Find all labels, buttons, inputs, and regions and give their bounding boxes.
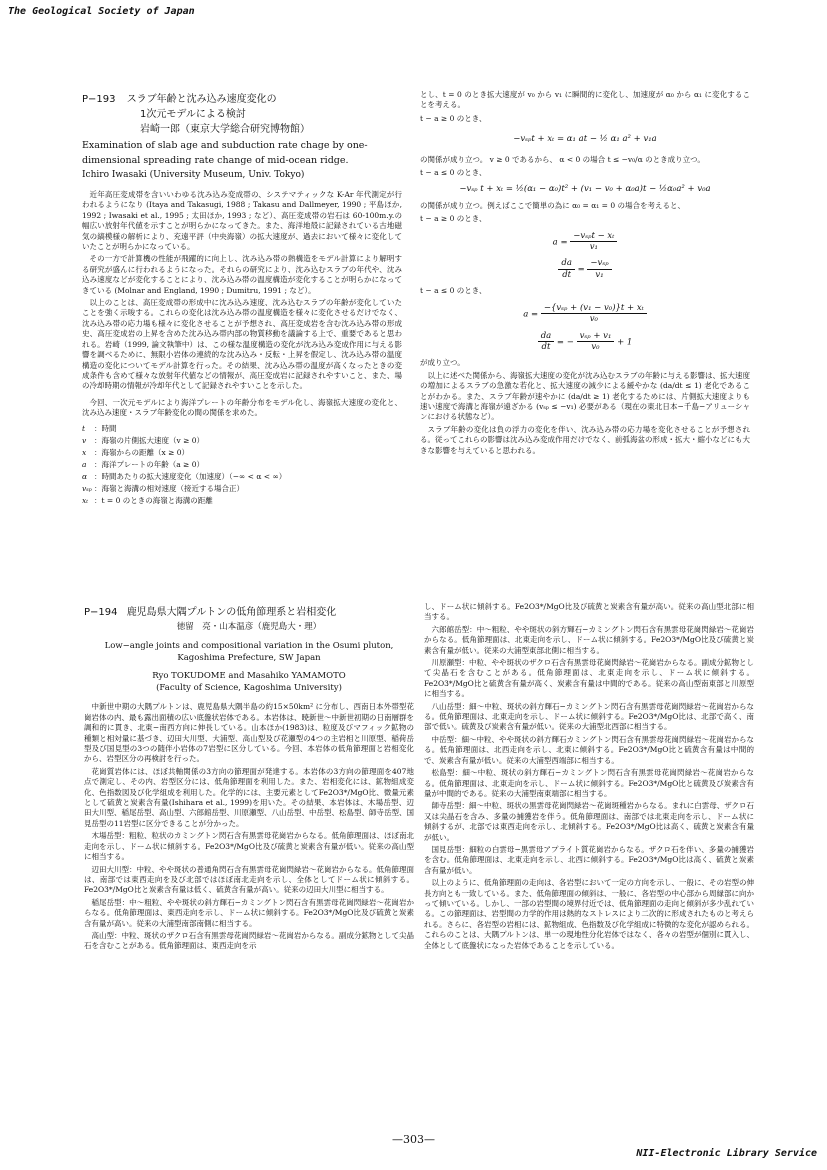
p193-eq-note: の関係が成り立つ。 v ≥ 0 であるから、 α < 0 の場合 t ≤ −v₀/α のとき成り立つ。 [420, 154, 705, 164]
variable-item: xₜ ：t = 0 のときの海嶺と海溝の距離 [82, 495, 213, 505]
p194-paragraph: 辺田大川型：中粒、やや斑状の普通角閃石含有黒雲母花崗閃緑岩〜花崗岩からなる。低角節理面は、南部では東西走向を及び北部ではほぼ南北走向を示し、全体としてドーム状に傾斜する。Fe2O3*/MgO比と炭素含有量は低く、硫黄含有量が高い。従来の辺田大川型に相当する。 [84, 864, 414, 895]
p194-title-jp: 鹿児島県大隅プルトンの低角節理系と岩相変化 [126, 607, 337, 618]
variable-item: α ：時間あたりの拡大速度変化（加速度）（−∞ < α < ∞） [82, 471, 287, 481]
p194-right-column [424, 602, 754, 953]
p193-paragraph: 今回、一次元モデルにより海洋プレートの年齢分布をモデル化し、海嶺拡大速度の変化と、沈み込み速度・スラブ年齢変化の間の関係を求めた。 [82, 397, 402, 418]
p193-right-column [420, 90, 750, 458]
p193-paragraph: 近年高圧変成帯を含いいわゆる沈み込み変成帯の、システマティックな K-Ar 年代測定が行われるようになり (Itaya and Takasugi, 1988 ; Takasu and Dallmeyer, 1990 ; 平島ほか, 1992 ; Iwasaki et al., 1995 ; 太田ほか, 1993 ; など）、高圧変成帯の岩石は 60-100m.y.の幅広い放射年代値を示すことが明らかになってきた。また、海洋地殻に記録されている古地磁気の縞模様の解析により、充遠平評（中央海嶺）の拡大速度が、過去において様々に変化していたことが明らかになっている。 [82, 190, 402, 252]
variable-item: x ：海嶺からの距離（x ≥ 0） [82, 447, 190, 457]
p193-number: P−193 [82, 94, 116, 105]
variable-item: a ：海洋プレートの年齢（a ≥ 0） [82, 459, 204, 469]
p193-title-jp [82, 92, 402, 107]
equation-3b: $\frac{da}{dt}$ = $\frac{\text{−vₛₚ}}{\text{v₁}}$ [420, 258, 750, 280]
p193-title-en: Examination of slab age and subduction rate chage by one-dimensional spreading rate change of mid-ocean ridge. [82, 140, 368, 166]
page-number: —303— [392, 1133, 435, 1146]
p194-paragraph: 中新世中期の大隅プルトンは、鹿児島県大隅半島の約15×50km² に分布し、西南日本外帯型花崗岩体の内、最も露出面積の広い底盤状岩体である。本岩体は、暁新世〜中新世初期の日南層群を調和的に貫き、北東−南西方向に伸長している。山本ほか(1983)は、粒度及びマフィック鉱物の種類と相対量に基づき、辺田大川型、大浦型、高山型及び花瀬型の4つの主岩相と川原型、稲荷岳型及び国見型の3つの随伴小岩体の7岩型に区分している。今回、本岩体の低角節理面と岩相変化から、岩型区分の再検討を行った。 [84, 702, 414, 764]
p193-eq-note: の関係が成り立つ。例えばここで簡単の為に α₀ = α₁ = 0 の場合を考えると、 [420, 200, 685, 210]
equation-4b: $\frac{da}{dt}$ = − $\frac{\text{vₛₚ + v₁}}{\text{v₀}}$ + 1 [420, 331, 750, 353]
p193-right-intro: とし、t = 0 のとき拡大速度が v₀ から v₁ に瞬間的に変化し、加速度が α₀ から α₁ に変化することを考える。 [420, 90, 750, 110]
p194-author-en-1: Ryo TOKUDOME and Masahiko YAMAMOTO [152, 671, 346, 682]
p193-paragraph: 以上のことは、高圧変成帯の形成中に沈み込み速度、沈み込むスラブの年齢が変化していたことを強く示唆する。これらの変化は沈み込み帯の温度構造を様々に変化させるだけでなく、沈み込み帯の応力場も様々に変化させることが予想され、高圧変成岩を含む沈み込み帯の形成史、高圧変成岩の上昇を含めた沈み込み帯内部の物質移動を議論する上で、重要であると思われる。岩崎（1999, 論文執筆中）は、この様な温度構造の変化が沈み込み変成作用に与える影響を調べるために、無限小岩体の連続的な沈み込み・反転・上昇を假定し、沈み込み帯の温度構造の変化についてモデル計算を行った。その結果、沈み込み帯の温度が高くなったときの変成条件も含めて様々な放射年代値などの情報が、高圧変成岩に記録されやすいこと、また、場の冷却時期の情報が冷却年代として記録されやすいことを示した。 [82, 298, 402, 391]
p194-title-en-2: Kagoshima Prefecture, SW Japan [177, 653, 321, 664]
p193-case: t − a ≥ 0 のとき、 [420, 113, 487, 123]
p193-variable-list [82, 423, 402, 507]
p194-left-column [84, 608, 414, 954]
p194-paragraph: 中岳型：細〜中粒、やや斑状の斜方輝石カミングトン閃石含有黒雲母花崗閃緑岩〜花崗岩からなる。低角節理面は、北西走向を示し、北東に傾斜する。Fe2O3*/MgO比と硫黄含有量は中間的で、炭素含有量が低い。従来の大浦型西端部に相当する。 [424, 734, 754, 765]
equation-3a: a = $\frac{\text{−vₛₚt − xₜ}}{\text{v₁}}$ [420, 231, 750, 253]
p193-case: t − a ≥ 0 のとき、 [420, 214, 487, 224]
p194-paragraph: 川原瀬型：中粒、やや斑状のザクロ石含有黒雲母花崗閃緑岩〜花崗岩からなる。副成分鉱物として尖晶石を含むことがある。低角節理面は、北東走向を示し、ドーム状に傾斜する。Fe2O3*/MgO比と硫黄含有量が高く、炭素含有量は中間的である。従来の高山型南東部と川原型に相当する。 [424, 658, 754, 699]
p194-paragraph: 国見岳型：細粒の白雲母−黒雲母アプライト質花崗岩からなる。ザクロ石を伴い、多量の捕獲岩を含む。低角節理面は、北東走向を示し、北西に傾斜する。Fe2O3*/MgO比は高く、硫黄と炭素含有量が低い。 [424, 844, 754, 875]
p194-author-en-2: (Faculty of Science, Kagoshima University) [156, 683, 342, 694]
p193-author-en: Ichiro Iwasaki (University Museum, Univ. Tokyo) [82, 170, 305, 180]
p194-paragraph: 以上のように、低角節理面の走向は、各岩型において一定の方向を示し、一般に、その岩型の伸長方向とも一致している。また、低角節理面の傾斜は、一般に、各岩型の中心部から周縁部に向かって傾いている。しかし、一部の岩型間の境界付近では、低角節理面の走向と傾斜が多少乱れている。この節理面は、岩型間の力学的作用は熱的なストレスにより二次的に形成されたものと考えられる。さらに、各岩型の岩相には、鉱物組成、色指数及び化学組成に特徴的な変化が認められる。これらのことは、大隅プルトンは、単一の現地性分化岩体ではなく、各々の岩型が個別に貫入し、全体として底盤状になった岩体であることを示している。 [424, 878, 754, 950]
p193-title-line2: 1次元モデルによる検討 [140, 109, 246, 120]
equation-4a: a = $\frac{\text{−\{vₛₚ + (v₁ − v₀)\}t + xₜ}}{\text{v₀}}$ [420, 303, 750, 325]
equation-1: −vₛₚt + xₜ = α₁ at − ½ α₁ a² + v₁a [513, 134, 657, 145]
p193-case: t − a ≤ 0 のとき、 [420, 168, 487, 178]
p193-paragraph: その一方で計算機の性能が飛躍的に向上し、沈み込み帯の熱構造をモデル計算により解明する研究が盛んに行われるようになった。それらの研究により、沈み込むスラブの年代や、沈み込み速度などが変化することにより、沈み込み帯の温度構造が変化することが明らかになってきている (Molnar and England, 1990 ; Dumitru, 1991 ; など）。 [82, 254, 402, 295]
p193-conclusion: スラブ年齢の変化は負の浮力の変化を伴い、沈み込み帯の応力場を変化させることが予想される。従ってこれらの影響は沈み込み変成作用だけでなく、前弧海盆の形成・拡大・縮小などにも大きな影響を与えていると思われる。 [420, 424, 750, 455]
library-footer: NII-Electronic Library Service [636, 1148, 817, 1159]
p193-left-column [82, 92, 402, 507]
p194-title [84, 608, 414, 618]
p194-paragraph: 花崗質岩体には、ほぼ共軸関係の3方向の節理面が発達する。本岩体の3方向の節理面を407地点で測定し、その内、岩型区分には、低角節理面を利用した。また、岩相変化には、鉱物組成変化、色指数図及び化学組成を利用した。化学的には、主要元素としてFe2O3*/MgO比、微量元素として硫黄と炭素含有量(Ishihara et al., 1999)を用いた。その結果、本岩体は、木場岳型、辺田大川型、稲尾岳型、高山型、六郎館岳型、川原瀬型、八山岳型、中岳型、松島型、師寺岳型、国見岳型の11岩型に区分できることが分かった。 [84, 766, 414, 828]
p194-number: P−194 [84, 607, 118, 618]
variable-item: vₛₚ ：海嶺と海溝の相対速度（接近する場合正） [82, 483, 244, 493]
p193-title-line1: スラブ年齢と沈み込み速度変化の [126, 94, 277, 105]
variable-item: v ：海嶺の片側拡大速度（v ≥ 0） [82, 435, 205, 445]
p193-case: t − a ≤ 0 のとき、 [420, 286, 487, 296]
equation-2: −vₛₚ t + xₜ = ½(α₁ − α₀)t² + (v₁ − v₀ + α₀a)t − ½α₀a² + v₀a [459, 184, 711, 195]
p194-paragraph: 八山岳型：細〜中粒、斑状の斜方輝石−カミングトン閃石含有黒雲母花崗閃緑岩〜花崗岩からなる。低角節理面は、北東走向を示し、ドーム状に傾斜する。Fe2O3*/MgO比は、北部で高く、南部で低い。硫黄及び炭素含有量が低い。従来の大浦型北西部に相当する。 [424, 701, 754, 732]
p194-paragraph: 木場岳型：粗粒、粒状のカミングトン閃石含有黒雲母花崗岩からなる。低角節理面は、ほぼ南北走向を示し、ドーム状に傾斜する。Fe2O3*/MgO比及び硫黄と炭素含有量が低い。従来の高山型に相当する。 [84, 831, 414, 862]
p194-paragraph: し、ドーム状に傾斜する。Fe2O3*/MgO比及び硫黄と炭素含有量が高い。従来の高山型北部に相当する。 [424, 602, 754, 622]
p194-paragraph: 六郎館岳型：中〜粗粒、やや斑状の斜方輝石−カミングトン閃石含有黒雲母花崗閃緑岩〜花崗岩からなる。低角節理面は、北東走向を示し、ドーム状に傾斜する。Fe2O3*/MgO比及び硫黄と炭素含有量が低い。従来の大浦型東部北側に相当する。 [424, 624, 754, 655]
p194-paragraph: 師寺岳型：細〜中粒、斑状の黒雲母花崗閃緑岩〜花崗斑種岩からなる。まれに白雲母、ザクロ石又は尖晶石を含み、多量の捕獲岩を伴う。低角節理面は、南部では北東走向を示し、ドーム状に傾斜するが、北部では東西走向を示し、北傾斜する。Fe2O3*/MgO比は高く、硫黄と炭素含有量が低い。 [424, 801, 754, 842]
p194-author-jp: 徳留 亮・山本温彦（鹿児島大・理） [176, 622, 322, 633]
p194-paragraph: 稲尾岳型：中〜粗粒、やや斑状の斜方輝石−カミングトン閃石含有黒雲母花崗閃緑岩〜花崗岩からなる。低角節理面は、東西走向を示し、ドーム状に傾斜する。Fe2O3*/MgO比及び硫黄と炭素含有量が高い。従来の大浦型南部南側に相当する。 [84, 897, 414, 928]
p194-title-en-1: Low−angle joints and compositional variation in the Osumi pluton, [104, 641, 394, 652]
p194-paragraph: 松島型：細〜中粒、斑状の斜方輝石−カミングトン閃石含有黒雲母花崗閃緑岩〜花崗岩からなる。低角節理面は、北東走向を示し、ドーム状に傾斜する。Fe2O3*/MgO比と硫黄及び炭素含有量が中間的である。従来の大浦型南東端部に相当する。 [424, 768, 754, 798]
p193-conclusion: が成り立つ。 [420, 358, 465, 368]
p193-author-jp: 岩崎一郎（東京大学総合研究博物館） [140, 124, 310, 135]
variable-item: t ：時間 [82, 423, 117, 433]
journal-header: The Geological Society of Japan [8, 6, 195, 17]
p194-paragraph: 高山型：中粒、斑状のザクロ石含有黒雲母花崗閃緑岩〜花崗岩からなる。副成分鉱物として尖晶石を含むことがある。低角節理面は、東西走向を示 [84, 930, 414, 951]
p193-conclusion: 以上に述べた関係から、海嶺拡大速度の変化が沈み込むスラブの年齢に与える影響は、拡大速度の増加によるスラブの急激な若化と、拡大速度の減少による緩やかな (da/dt ≤ 1) 老化であることがわかる。また、スラブ年齢が速やかに (da/dt ≥ 1) 老化するためには、片側拡大速度よりも速い速度で海溝と海嶺が遠ざかる (vₛₚ ≤ −v₁) 必要がある（現在の東北日本−千島−アリューシャンにおける状態など）。 [420, 370, 750, 422]
